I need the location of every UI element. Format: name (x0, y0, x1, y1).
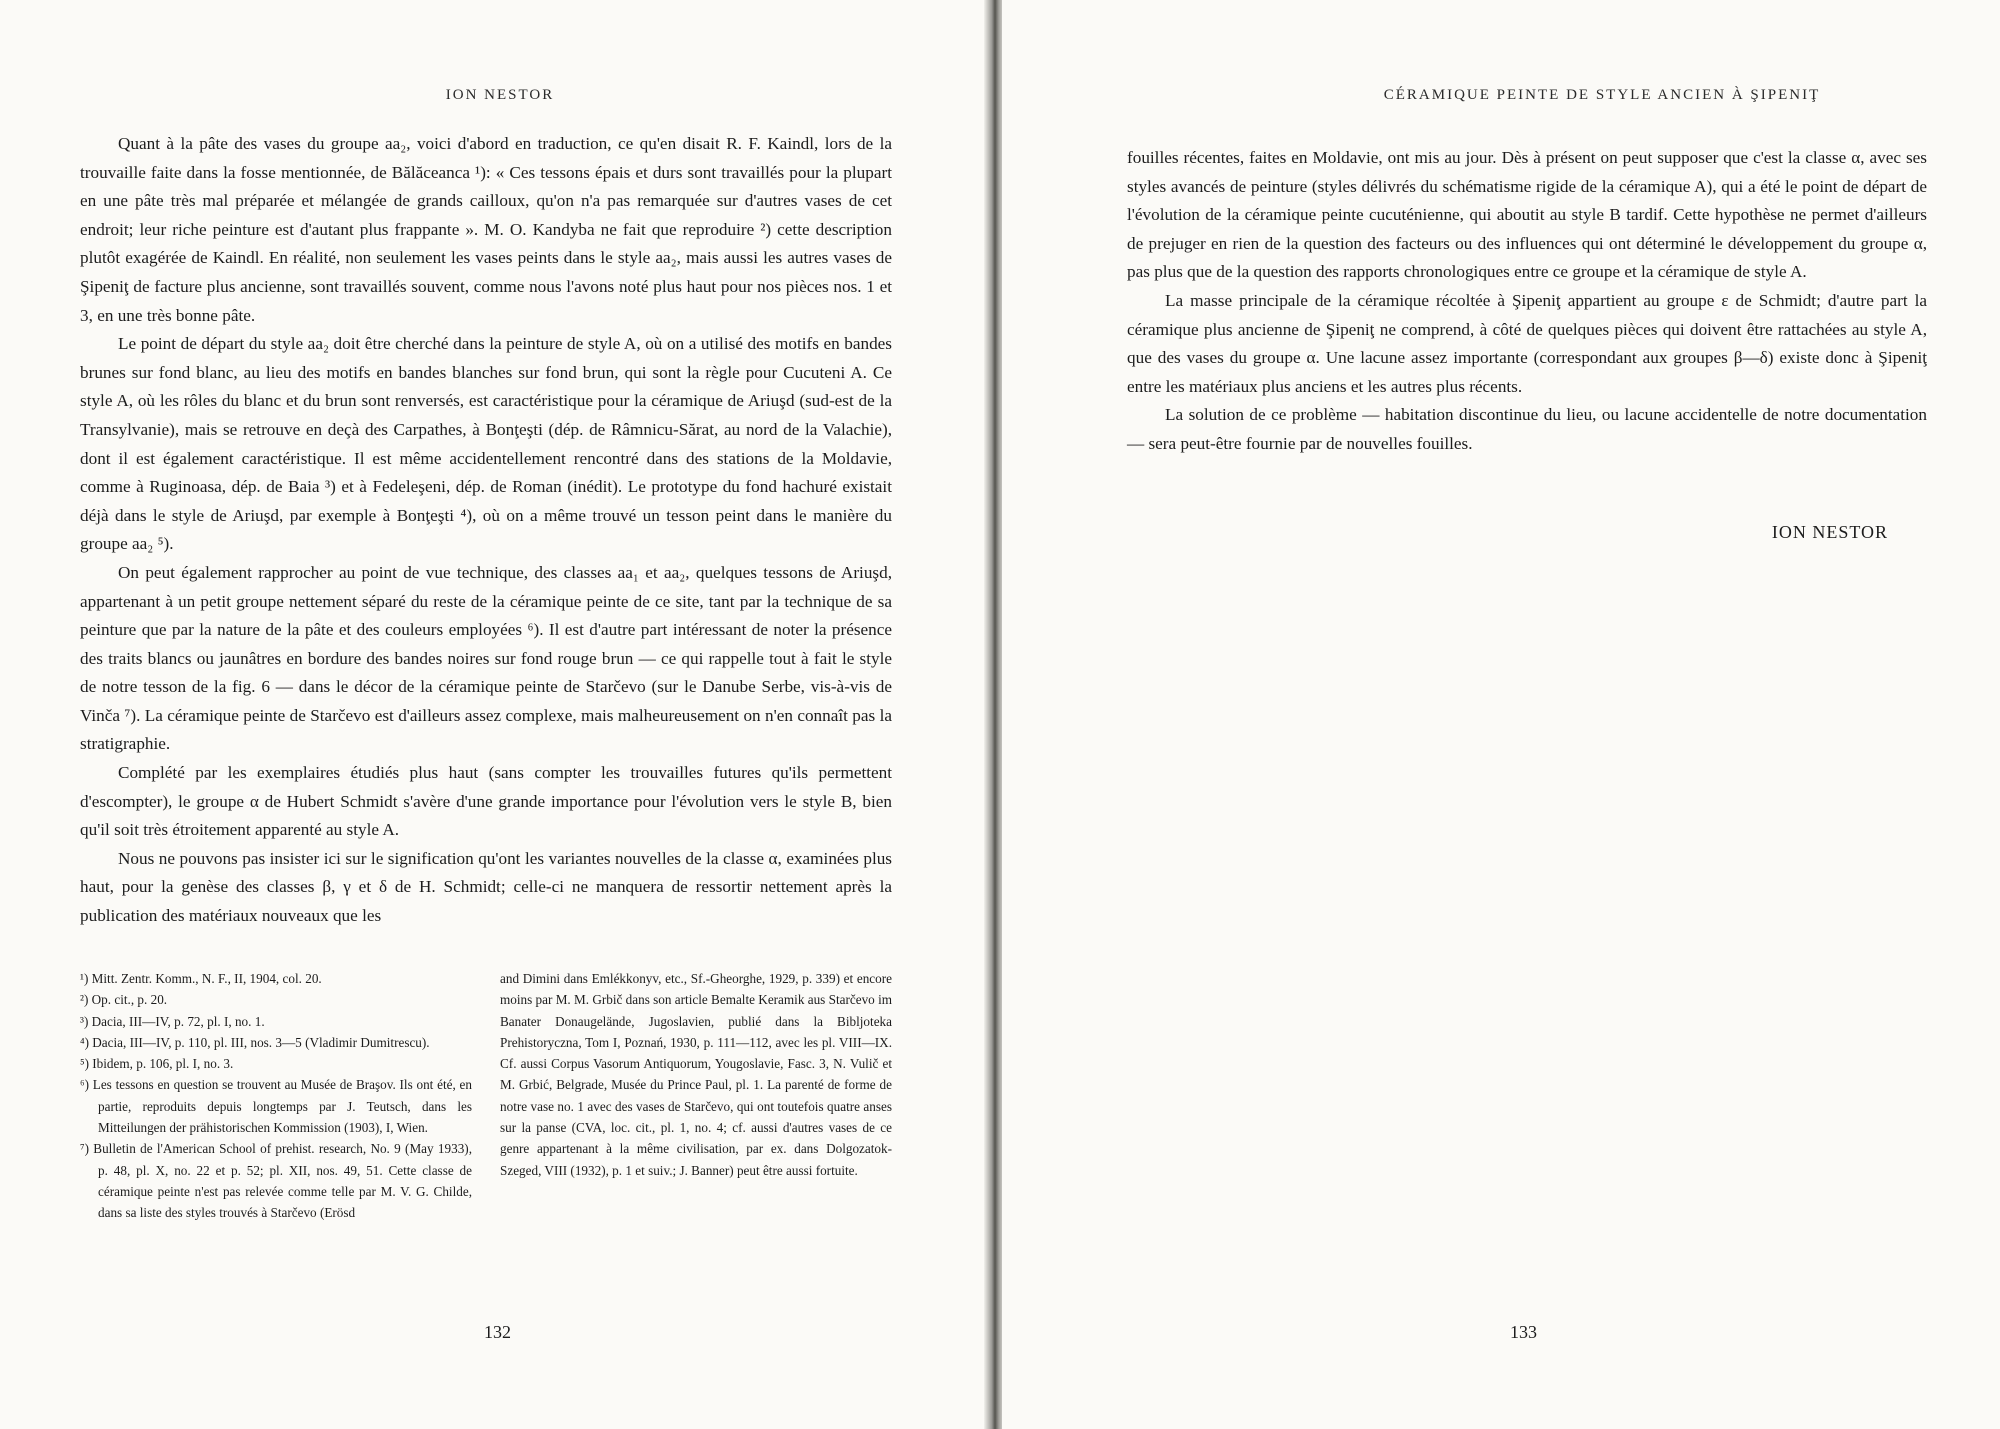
paragraph: La solution de ce problème — habitation discontinue du lieu, ou lacune accidentelle de notre documentation — sera peut-être fournie par de nouvelles fouilles. (1127, 405, 1927, 453)
paragraph: Quant à la pâte des vases du groupe aa₂, voici d'abord en traduction, ce qu'en disait R. F. Kaindl, lors de la trouvaille faite dans la fosse mentionnée, de Bălăceanca ¹): « Ces tessons épais et durs sont travaillés pour la plupart en une pâte très mal préparée et mélangée de grands cailloux, qu'on n'a pas remarquée sur d'autres vases de cet endroit; leur riche peinture est d'autant plus frappante ». M. O. Kandyba ne fait que reproduire ²) cette description plutôt exagérée de Kaindl. En réalité, non seulement les vases peints dans le style aa₂, mais aussi les autres vases de Şipeniţ de facture plus ancienne, sont travaillés souvent, comme nous l'avons noté plus haut pour nos pièces nos. 1 et 3, en une très bonne pâte. (80, 134, 892, 325)
running-head-left: ION NESTOR (445, 87, 555, 103)
author-signature: ION NESTOR (1771, 522, 1888, 542)
footnotes-column-1 (80, 968, 472, 1224)
paragraph: fouilles récentes, faites en Moldavie, ont mis au jour. Dès à présent on peut supposer que c'est la classe α, avec ses styles avancés de peinture (styles délivrés du schématisme rigide de la céramique A), qui a été le point de départ de l'évolution de la céramique peinte cucuténienne, qui aboutit au style B tardif. Cette hypothèse ne permet d'ailleurs de prejuger en rien de la question des facteurs ou des influences qui ont déterminé le développement du groupe α, pas plus que de la question des rapports chronologiques entre ce groupe et la céramique de style A. (1127, 148, 1927, 282)
footnote-continuation: and Dimini dans Emlékkonyv, etc., Sf.-Gheorghe, 1929, p. 339) et encore moins par M. M. Grbič dans son article Bemalte Keramik aus Starčevo im Banater Donaugelände, Jugoslavien, publié dans la Bibljoteka Prehistoryczna, Tom I, Poznań, 1930, p. 111—112, avec les pl. VIII—IX. Cf. aussi Corpus Vasorum Antiquorum, Yougoslavie, Fasc. 3, N. Vulič et M. Grbić, Belgrade, Musée du Prince Paul, pl. 1. La parenté de forme de notre vase no. 1 avec des vases de Starčevo, qui ont toutefois quatre anses sur la panse (CVA, loc. cit., pl. 1, no. 4; cf. aussi d'autres vases de ce genre appartenant à la même civilisation, par ex. dans Dolgozatok-Szeged, VIII (1932), p. 1 et suiv.; J. Banner) peut être aussi fortuite. (500, 971, 892, 1178)
paragraph: La masse principale de la céramique récoltée à Şipeniţ appartient au groupe ε de Schmidt; d'autre part la céramique plus ancienne de Şipeniţ ne comprend, à côté de quelques pièces qui doivent être rattachées au style A, que des vases du groupe α. Une lacune assez importante (correspondant aux groupes β—δ) existe donc à Şipeniţ entre les matériaux plus anciens et les autres plus récents. (1127, 290, 1927, 396)
paragraph: Complété par les exemplaires étudiés plus haut (sans compter les trouvailles futures qu'ils permettent d'escompter), le groupe α de Hubert Schmidt s'avère d'une grande importance pour l'évolution vers le style B, bien qu'il soit très étroitement apparenté au style A. (80, 763, 892, 840)
paragraph: Nous ne pouvons pas insister ici sur le signification qu'ont les variantes nouvelles de la classe α, examinées plus haut, pour la genèse des classes β, γ et δ de H. Schmidt; celle-ci ne manquera de ressortir nettement après la publication des matériaux nouveaux que les (80, 848, 892, 926)
left-page (0, 0, 990, 1429)
footnote: ⁷) Bulletin de l'American School of prehist. research, No. 9 (May 1933), p. 48, pl. X, no. 22 et p. 52; pl. XII, nos. 49, 51. Cette classe de céramique peinte n'est pas relevée comme telle par M. V. G. Childe, dans sa liste des styles trouvés à Starčevo (Erösd (80, 1141, 472, 1221)
page-number-right: 133 (1510, 1322, 1537, 1342)
page-number-left: 132 (484, 1322, 511, 1342)
paragraph: Le point de départ du style aa₂ doit être cherché dans la peinture de style A, où on a utilisé des motifs en bandes brunes sur fond blanc, au lieu des motifs en bandes blanches sur fond brun, qui sont la règle pour Cucuteni A. Ce style A, où les rôles du blanc et du brun sont renversés, est caractéristique pour la céramique de Ariuşd (sud-est de la Transylvanie), mais se retrouve en deçà des Carpathes, à Bonţeşti (dép. de Râmnicu-Sărat, au nord de la Valachie), dont il est également caractéristique. Il est même accidentellement rencontré dans des stations de la Moldavie, comme à Ruginoasa, dép. de Baia ³) et à Fedeleşeni, dép. de Roman (inédit). Le prototype du fond hachuré existait déjà dans le style de Ariuşd, par exemple à Bonţeşti ⁴), où on a même trouvé un tesson peint dans le manière du groupe aa₂ ⁵). (80, 334, 892, 554)
footnote: ²) Op. cit., p. 20. (80, 992, 168, 1008)
footnote: ¹) Mitt. Zentr. Komm., N. F., II, 1904, col. 20. (80, 971, 322, 986)
footnotes (80, 968, 892, 1224)
footnote: ³) Dacia, III—IV, p. 72, pl. I, no. 1. (80, 1013, 265, 1029)
footnote: ⁴) Dacia, III—IV, p. 110, pl. III, nos. 3—5 (Vladimir Dumitrescu). (80, 1034, 430, 1050)
left-body-text (80, 130, 892, 931)
footnote: ⁵) Ibidem, p. 106, pl. I, no. 3. (80, 1056, 234, 1072)
running-head-right: CÉRAMIQUE PEINTE DE STYLE ANCIEN À ŞIPENIŢ (1383, 87, 1821, 103)
footnote: ⁶) Les tessons en question se trouvent au Musée de Braşov. Ils ont été, en partie, reproduits depuis longtemps par J. Teutsch, dans les Mitteilungen der prähistorischen Kommission (1903), I, Wien. (80, 1077, 472, 1136)
paragraph: On peut également rapprocher au point de vue technique, des classes aa₁ et aa₂, quelques tessons de Ariuşd, appartenant à un petit groupe nettement séparé du reste de la céramique peinte de ce site, tant par la technique de sa peinture que par la nature de la pâte et des couleurs employées ⁶). Il est d'autre part intéressant de noter la présence des traits blancs ou jaunâtres en bordure des bandes noires sur fond rouge brun — ce qui rappelle tout à fait le style de notre tesson de la fig. 6 — dans le décor de la céramique peinte de Starčevo (sur le Danube Serbe, vis-à-vis de Vinča ⁷). La céramique peinte de Starčevo est d'ailleurs assez complexe, mais malheureusement on n'en connaît pas la stratigraphie. (80, 562, 892, 754)
footnotes-column-2 (500, 968, 892, 1224)
right-page (1002, 0, 2000, 1429)
right-body-text (1127, 144, 1927, 459)
